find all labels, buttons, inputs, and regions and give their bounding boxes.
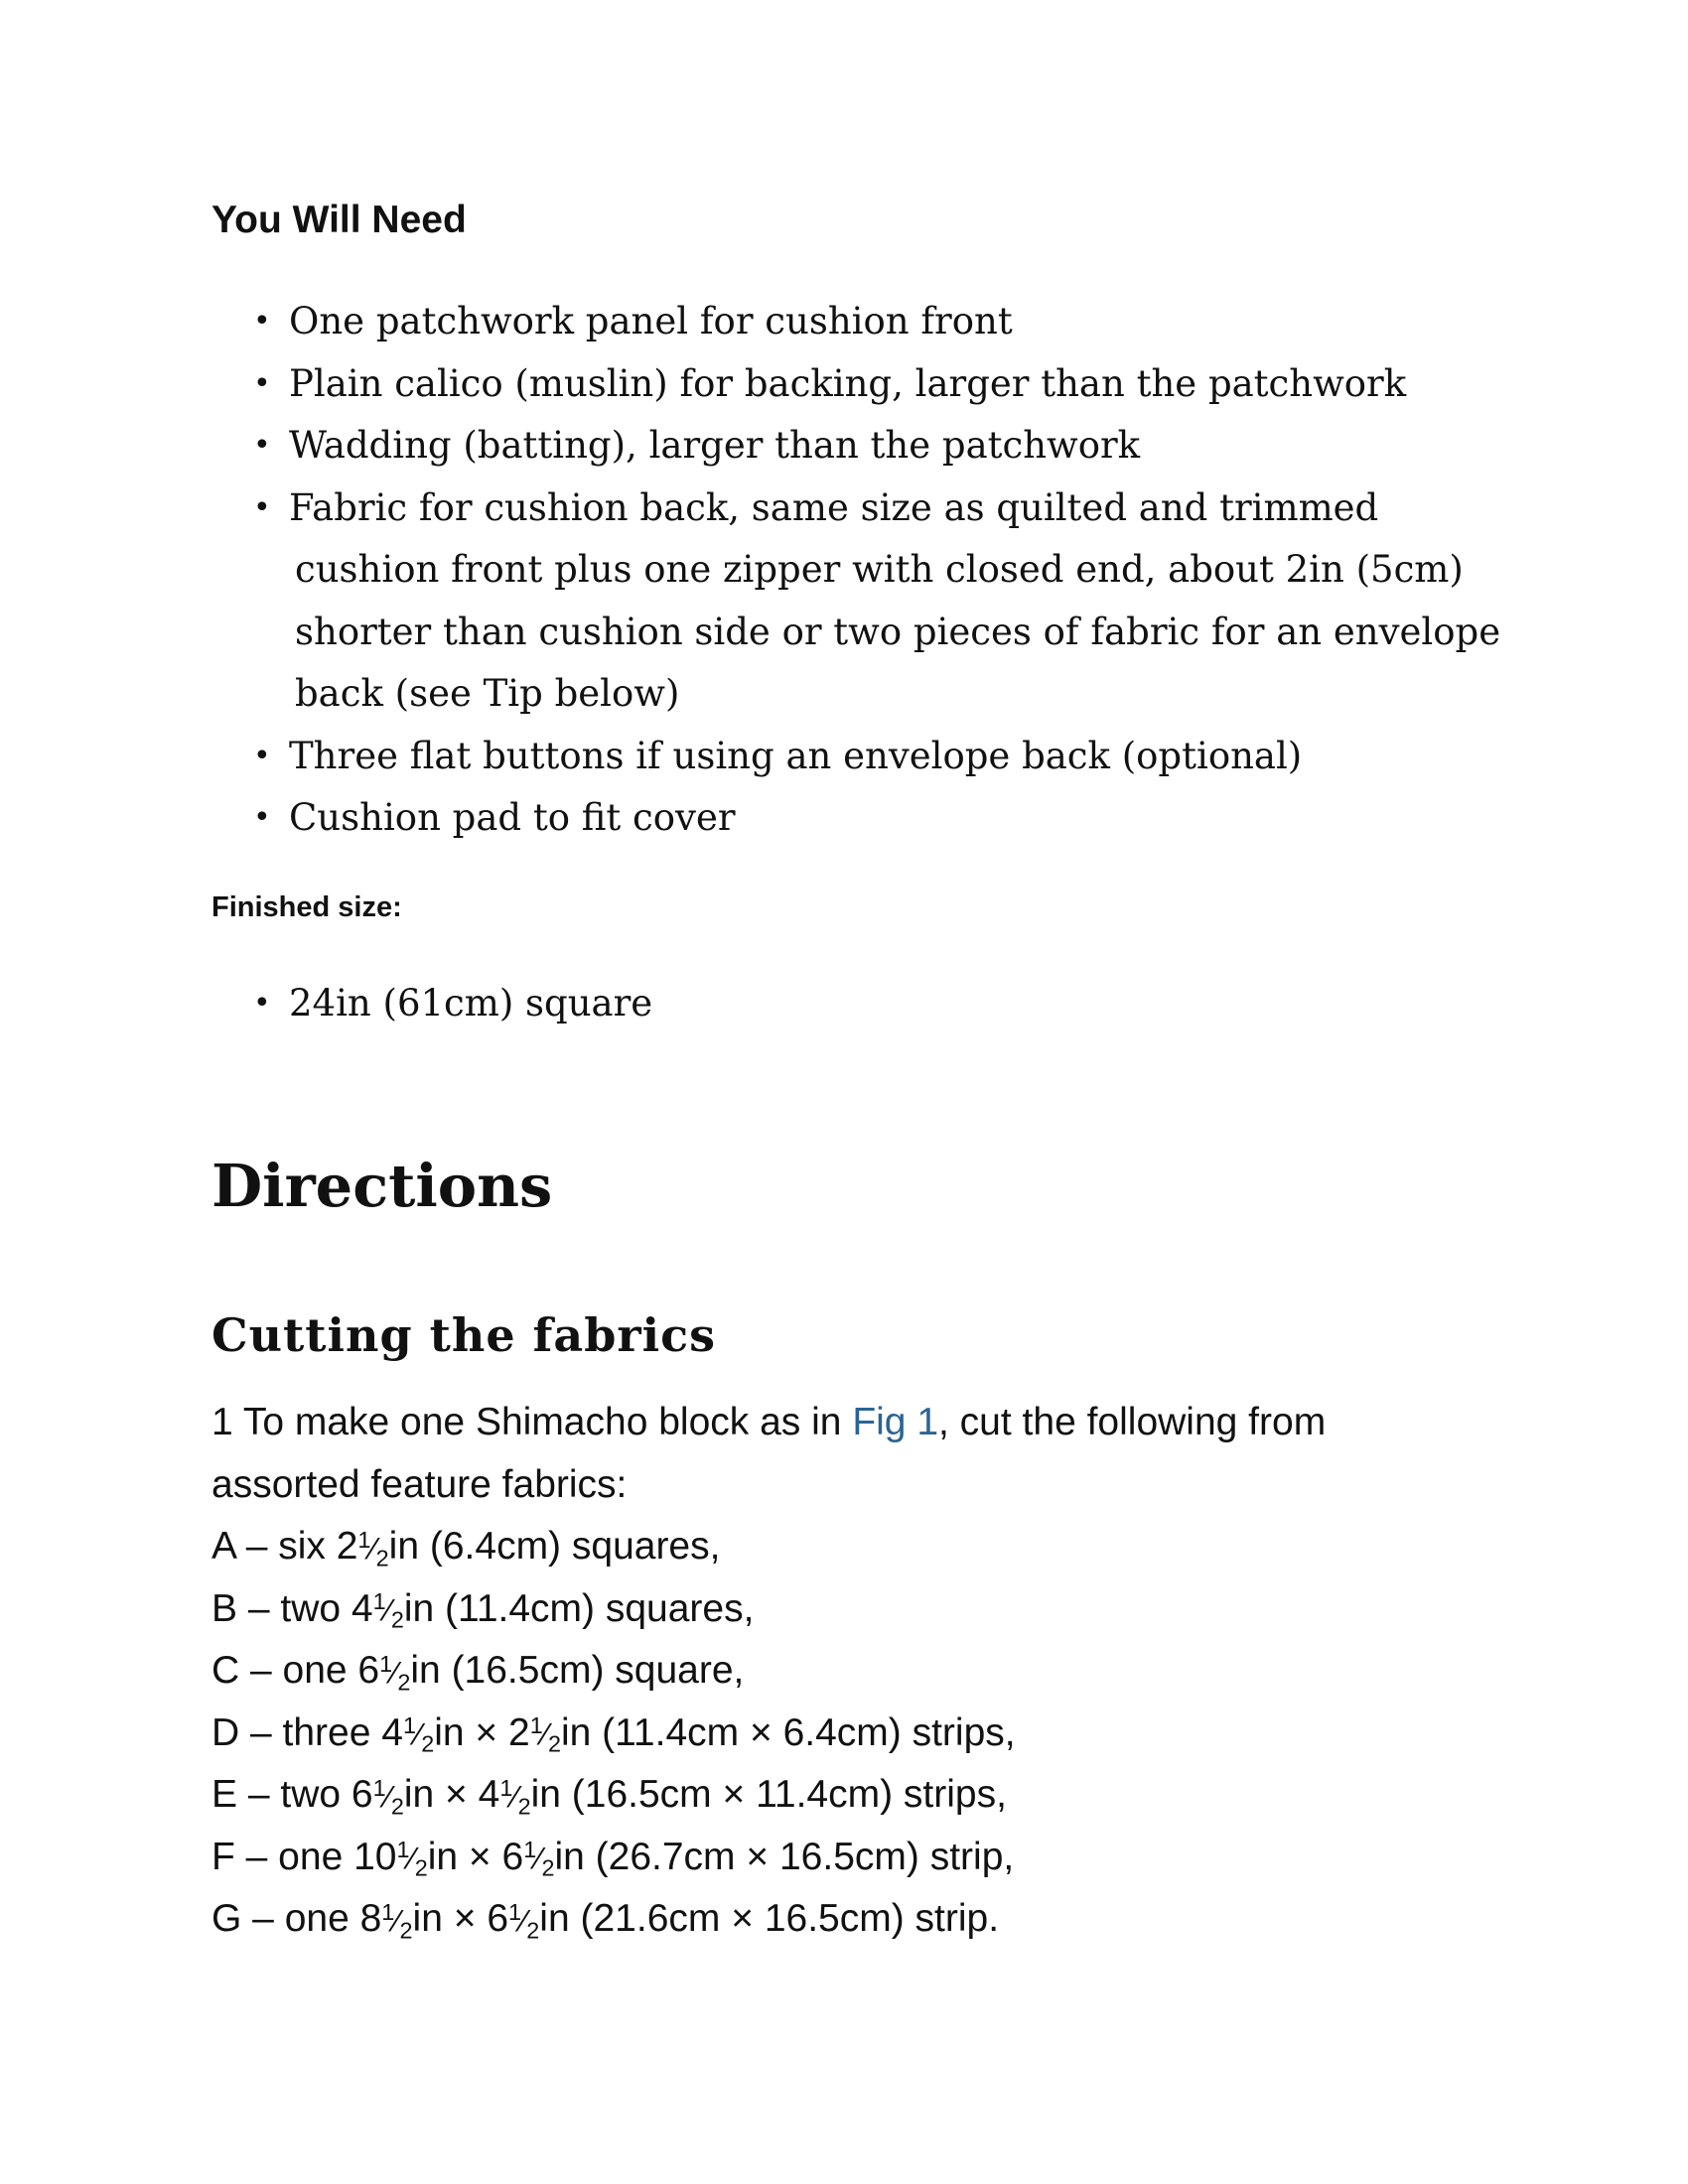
cut-piece-text: in (16.5cm × 11.4cm) strips, [530, 1773, 1007, 1816]
cut-piece-line [211, 1640, 1463, 1703]
intro-text: 1 To make one Shimacho block as in [211, 1401, 853, 1443]
cut-piece-text: in (11.4cm) squares, [403, 1586, 755, 1630]
cut-piece-text: in (11.4cm × 6.4cm) strips, [560, 1710, 1016, 1754]
fraction-slash: ⁄ [392, 1655, 398, 1690]
list-item [211, 726, 1500, 788]
cut-piece-text: A – six 2 [211, 1525, 358, 1568]
list-item [211, 291, 1500, 353]
fraction-slash: ⁄ [385, 1592, 391, 1628]
fraction-numerator: 1 [379, 1650, 393, 1677]
cut-piece-line [211, 1827, 1463, 1889]
cut-piece-text: C – one 6 [211, 1649, 380, 1692]
fraction-denominator: 2 [547, 1730, 561, 1757]
list-item-text: Plain calico (muslin) for backing, larger than the patchwork [289, 361, 1407, 405]
list-item [211, 787, 1500, 850]
fraction-denominator: 2 [526, 1917, 540, 1944]
cut-piece-line [211, 1888, 1463, 1951]
fraction-denominator: 2 [375, 1545, 389, 1571]
fraction-denominator: 2 [397, 1669, 411, 1696]
cut-piece-text: in × 2 [434, 1710, 530, 1754]
cut-piece-text: in × 6 [427, 1835, 524, 1878]
cut-piece-text: F – one 10 [211, 1835, 397, 1878]
fraction-denominator: 2 [414, 1854, 428, 1881]
list-item-text: Cushion pad to fit cover [289, 796, 736, 839]
fraction-slash: ⁄ [542, 1716, 548, 1752]
fraction-denominator: 2 [541, 1854, 555, 1881]
fraction-slash: ⁄ [409, 1841, 415, 1876]
finished-size-heading: Finished size: [211, 891, 402, 923]
cut-piece-text: G – one 8 [211, 1897, 382, 1940]
fraction-numerator: 1 [523, 1837, 537, 1863]
fraction-slash: ⁄ [385, 1779, 391, 1814]
list-item-text-continued: shorter than cushion side or two pieces of fabric for an envelope [295, 610, 1501, 653]
list-item-text-continued: cushion front plus one zipper with closed end, about 2in (5cm) [295, 548, 1464, 591]
fraction-slash: ⁄ [370, 1531, 376, 1566]
list-item-text: Fabric for cushion back, same size as quilted and trimmed [289, 485, 1379, 529]
list-item-text: 24in (61cm) square [289, 982, 653, 1024]
fraction-denominator: 2 [517, 1793, 531, 1820]
cut-piece-text: in × 4 [403, 1773, 500, 1816]
cut-piece-text: in (16.5cm) square, [410, 1649, 745, 1692]
half-fraction [357, 1526, 389, 1571]
half-fraction [379, 1650, 411, 1696]
fraction-numerator: 1 [396, 1837, 410, 1863]
list-item [211, 353, 1500, 416]
you-will-need-heading: You Will Need [211, 199, 467, 241]
fig-1-link[interactable]: Fig 1 [852, 1401, 939, 1443]
fraction-numerator: 1 [372, 1588, 386, 1615]
cut-piece-text: B – two 4 [211, 1586, 373, 1630]
list-item [211, 478, 1500, 726]
fraction-slash: ⁄ [394, 1903, 400, 1938]
cut-piece-text: in × 6 [412, 1897, 509, 1940]
cut-piece-line [211, 1703, 1463, 1765]
fraction-numerator: 1 [402, 1712, 416, 1739]
fraction-slash: ⁄ [521, 1903, 527, 1938]
intro-line: assorted feature fabrics: [211, 1462, 628, 1506]
half-fraction [381, 1898, 413, 1944]
half-fraction [530, 1714, 561, 1756]
cut-piece-text: in (21.6cm × 16.5cm) strip. [539, 1897, 1000, 1940]
fraction-numerator: 1 [499, 1774, 513, 1801]
half-fraction [499, 1774, 531, 1820]
fraction-numerator: 1 [508, 1898, 522, 1925]
list-item-text: One patchwork panel for cushion front [289, 300, 1013, 342]
fraction-slash: ⁄ [536, 1841, 542, 1876]
cutting-instructions [211, 1392, 1463, 1951]
intro-text: , cut the following from [938, 1401, 1327, 1443]
fraction-numerator: 1 [357, 1526, 371, 1553]
list-item [211, 415, 1500, 478]
cut-piece-text: D – three 4 [211, 1710, 403, 1754]
half-fraction [396, 1839, 427, 1880]
directions-title: Directions [211, 1152, 553, 1220]
finished-size-list [211, 973, 652, 1035]
list-item-text: Three flat buttons if using an envelope back (optional) [289, 734, 1303, 777]
fraction-numerator: 1 [372, 1774, 386, 1801]
fraction-slash: ⁄ [415, 1716, 422, 1752]
fraction-slash: ⁄ [512, 1779, 518, 1814]
fraction-denominator: 2 [390, 1606, 404, 1633]
half-fraction [508, 1898, 540, 1944]
cut-piece-text: E – two 6 [211, 1773, 373, 1816]
cut-piece-line [211, 1578, 1463, 1641]
cutting-fabrics-title: Cutting the fabrics [211, 1308, 716, 1362]
list-item [211, 973, 652, 1035]
half-fraction [372, 1774, 404, 1820]
list-item-text: Wadding (batting), larger than the patchwork [289, 424, 1141, 467]
fraction-denominator: 2 [399, 1917, 413, 1944]
intro-line [211, 1392, 1463, 1454]
half-fraction [523, 1839, 554, 1880]
list-item-text-continued: back (see Tip below) [295, 672, 680, 715]
half-fraction [373, 1590, 404, 1632]
cut-piece-text: in (6.4cm) squares, [388, 1525, 721, 1568]
cut-pieces-list [211, 1516, 1463, 1951]
fraction-numerator: 1 [529, 1712, 543, 1739]
fraction-denominator: 2 [390, 1793, 404, 1820]
fraction-denominator: 2 [421, 1730, 435, 1757]
you-will-need-list [211, 291, 1500, 850]
fraction-numerator: 1 [381, 1898, 395, 1925]
cut-piece-line [211, 1764, 1463, 1827]
half-fraction [403, 1714, 434, 1756]
cut-piece-text: in (26.7cm × 16.5cm) strip, [554, 1835, 1015, 1878]
cut-piece-line [211, 1516, 1463, 1578]
